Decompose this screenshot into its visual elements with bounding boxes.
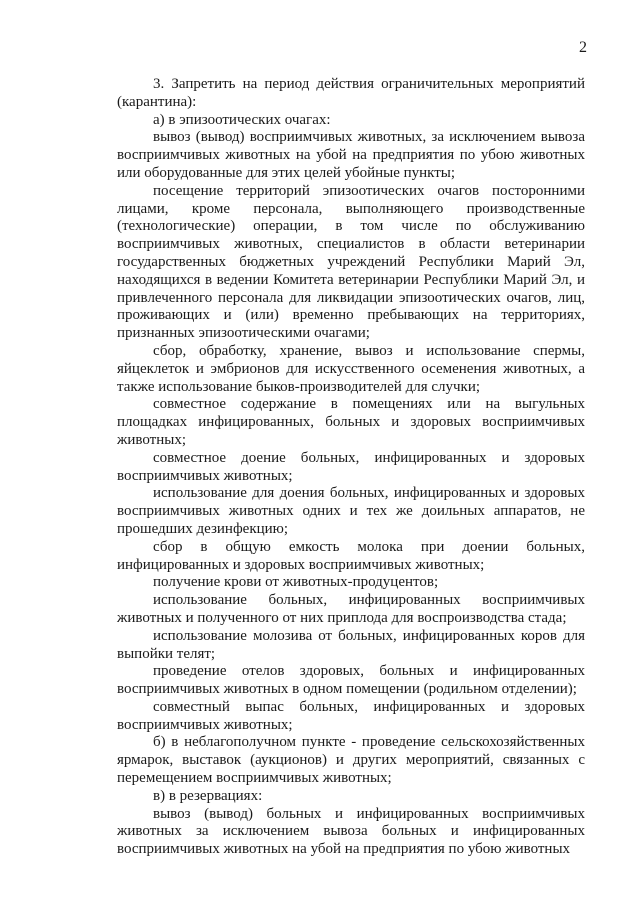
paragraph-milk-collection: сбор в общую емкость молока при доении больных, инфицированных и здоровых восприимчивых животных; (117, 538, 585, 573)
paragraph-visiting-territories: посещение территорий эпизоотических очагов посторонними лицами, кроме персонала, выполняющего производственные (технологические) операции, в том числе по обслуживанию восприимчивых животных, специалистов в области ветеринарии государственных бюджетных учреждений Республики Марий Эл, находящихся в ведении Комитета ветеринарии Республики Марий Эл, и привлеченного персонала для ликвидации эпизоотических очагов, лиц, проживающих и (или) временно пребывающих на территориях, признанных эпизоотическими очагами; (117, 182, 585, 342)
paragraph-reservation-removal: вывоз (вывод) больных и инфицированных восприимчивых животных за исключением вывоза больных и инфицированных восприимчивых животных на убой на предприятия по убою животных (117, 805, 585, 858)
page-number: 2 (579, 39, 587, 56)
paragraph-joint-keeping: совместное содержание в помещениях или на выгульных площадках инфицированных, больных и здоровых восприимчивых животных; (117, 396, 585, 448)
paragraph-colostrum: использование молозива от больных, инфицированных коров для выпойки телят; (117, 627, 585, 662)
paragraph-joint-grazing: совместный выпас больных, инфицированных и здоровых восприимчивых животных; (117, 698, 585, 733)
document-body (117, 76, 585, 859)
paragraph-milking-machines: использование для доения больных, инфицированных и здоровых восприимчивых животных одних и тех же доильных аппаратов, не прошедших дезинфекцию; (117, 485, 585, 537)
paragraph-subitem-a: а) в эпизоотических очагах: (153, 111, 331, 128)
paragraph-calving: проведение отелов здоровых, больных и инфицированных восприимчивых животных в одном помещении (родильном отделении); (117, 663, 585, 698)
paragraph-semen-collection: сбор, обработку, хранение, вывоз и использование спермы, яйцеклеток и эмбрионов для искусственного осеменения животных, а также использование быков-производителей для случки; (117, 342, 585, 395)
paragraph-subitem-b: б) в неблагополучном пункте - проведение сельскохозяйственных ярмарок, выставок (аукционов) и других мероприятий, связанных с перемещением восприимчивых животных; (117, 734, 585, 787)
paragraph-prohibition-intro: 3. Запретить на период действия ограничительных мероприятий (карантина): (117, 76, 585, 110)
paragraph-reproduction: использование больных, инфицированных восприимчивых животных и полученного от них приплода для воспроизводства стада; (117, 592, 585, 626)
paragraph-blood-collection: получение крови от животных-продуцентов; (153, 574, 439, 591)
paragraph-subitem-v: в) в резервациях: (153, 787, 263, 804)
paragraph-removal-animals: вывоз (вывод) восприимчивых животных, за исключением вывоза восприимчивых животных на убой на предприятия по убою животных или оборудованные для этих целей убойные пункты; (117, 129, 585, 181)
paragraph-joint-milking: совместное доение больных, инфицированных и здоровых восприимчивых животных; (117, 449, 585, 484)
